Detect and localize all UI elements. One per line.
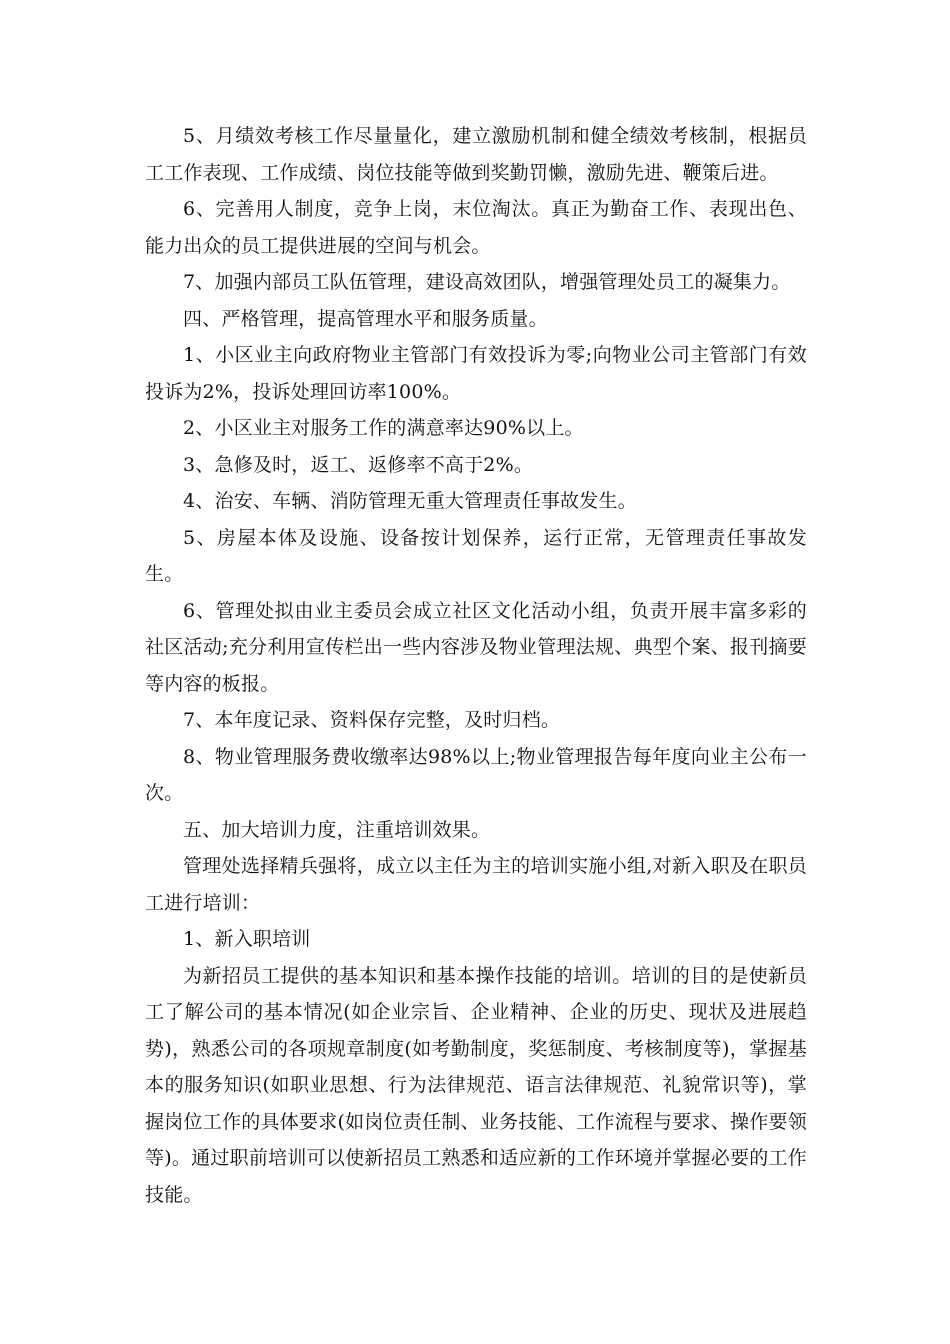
paragraph-records-archiving: 7、本年度记录、资料保存完整，及时归档。 [183, 709, 561, 731]
subheading-new-hire-training: 1、新入职培训 [183, 928, 311, 950]
document-body [145, 118, 807, 1213]
paragraph-community-activities: 6、管理处拟由业主委员会成立社区文化活动小组，负责开展丰富多彩的社区活动;充分利用宣传栏出一些内容涉及物业管理法规、典型个案、报刊摘要等内容的板报。 [145, 599, 807, 695]
section-heading-training: 五、加大培训力度，注重培训效果。 [183, 818, 491, 841]
paragraph-security-target: 4、治安、车辆、消防管理无重大管理责任事故发生。 [183, 490, 637, 512]
paragraph-team-management: 7、加强内部员工队伍管理，建设高效团队，增强管理处员工的凝集力。 [183, 271, 791, 293]
paragraph-complaints-target: 1、小区业主向政府物业主管部门有效投诉为零;向物业公司主管部门有效投诉为2%，投诉处理回访率100%。 [145, 344, 807, 403]
paragraph-new-hire-training-detail: 为新招员工提供的基本知识和基本操作技能的培训。培训的目的是使新员工了解公司的基本情况(如企业宗旨、企业精神、企业的历史、现状及进展趋势)，熟悉公司的各项规章制度(如考勤制度，奖惩制度、考核制度等)，掌握基本的服务知识(如职业思想、行为法律规范、语言法律规范、礼貌常识等)，掌握岗位工作的具体要求(如岗位责任制、业务技能、工作流程与要求、操作要领等)。通过职前培训可以使新招员工熟悉和适应新的工作环境并掌握必要的工作技能。 [145, 964, 807, 1206]
section-heading-strict-management: 四、严格管理，提高管理水平和服务质量。 [183, 307, 548, 330]
paragraph-hiring-system: 6、完善用人制度，竞争上岗，末位淘汰。真正为勤奋工作、表现出色、能力出众的员工提供进展的空间与机会。 [145, 198, 807, 257]
paragraph-repair-target: 3、急修及时，返工、返修率不高于2%。 [183, 453, 534, 476]
paragraph-maintenance-target: 5、房屋本体及设施、设备按计划保养，运行正常，无管理责任事故发生。 [145, 526, 807, 585]
paragraph-fee-collection: 8、物业管理服务费收缴率达98%以上;物业管理报告每年度向业主公布一次。 [145, 745, 807, 804]
paragraph-kpi-quantification: 5、月绩效考核工作尽量量化，建立激励机制和健全绩效考核制，根据员工工作表现、工作成绩、岗位技能等做到奖勤罚懒，激励先进、鞭策后进。 [145, 125, 807, 184]
paragraph-training-team: 管理处选择精兵强将，成立以主任为主的培训实施小组,对新入职及在职员工进行培训： [145, 855, 807, 914]
paragraph-satisfaction-target: 2、小区业主对服务工作的满意率达90%以上。 [183, 417, 584, 439]
